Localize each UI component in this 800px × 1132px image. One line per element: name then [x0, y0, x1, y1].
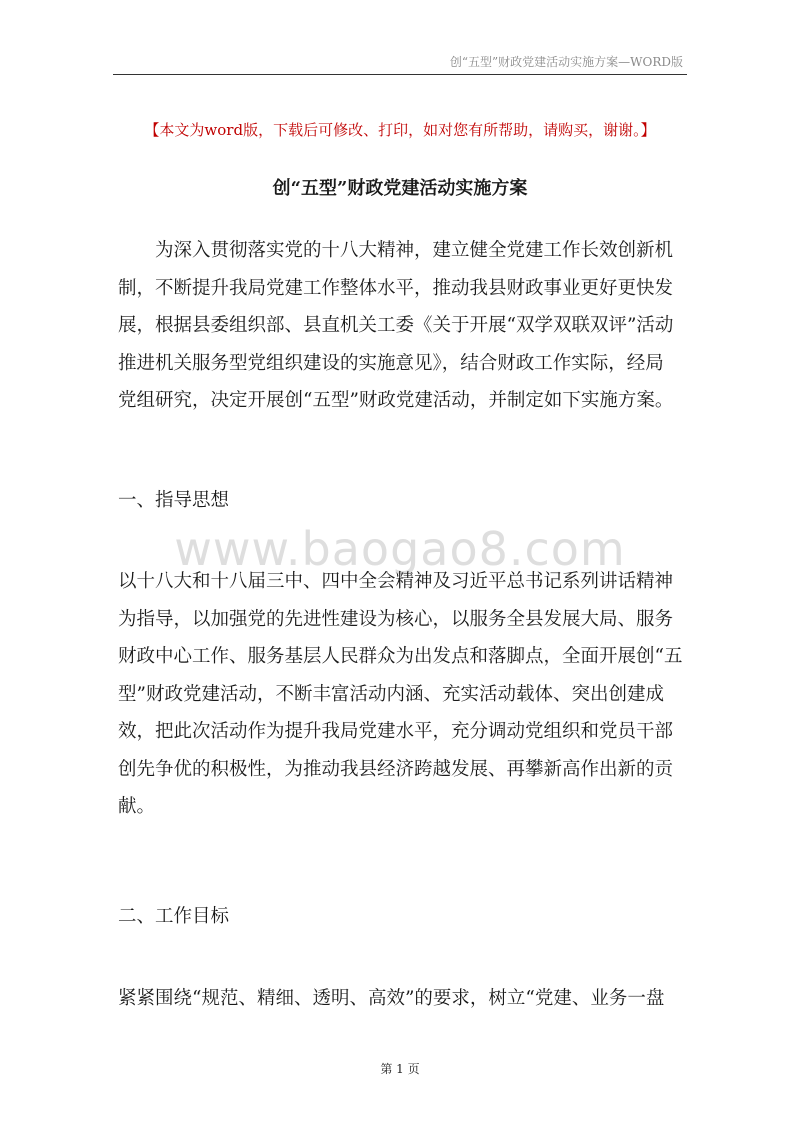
page-number: 第 1 页: [380, 1062, 420, 1076]
paragraph-line: 以十八大和十八届三中、四中全会精神及习近平总书记系列讲话精神: [118, 571, 674, 592]
section-heading: 二、工作目标: [118, 906, 230, 927]
paragraph-line: 财政中心工作、服务基层人民群众为出发点和落脚点，全面开展创“五: [118, 646, 683, 667]
guiding-ideology-paragraph: [118, 563, 684, 826]
paragraph-line: 为深入贯彻落实党的十八大精神，建立健全党建工作长效创新机: [155, 240, 674, 261]
running-header: 创“五型”财政党建活动实施方案—WORD版: [449, 55, 683, 69]
section-heading: 一、指导思想: [118, 490, 230, 511]
paragraph-line: 展，根据县委组织部、县直机关工委《关于开展“双学双联双评”活动: [118, 315, 674, 336]
watermark: www.baogao8.com: [174, 522, 626, 576]
document-title: 创“五型”财政党建活动实施方案: [272, 178, 528, 199]
paragraph-line: 制，不断提升我局党建工作整体水平，推动我县财政事业更好更快发: [118, 277, 674, 299]
paragraph-line: 创先争优的积极性，为推动我县经济跨越发展、再攀新高作出新的贡: [118, 758, 674, 780]
work-goals-paragraph: [118, 980, 684, 1018]
paragraph-line: 为指导，以加强党的先进性建设为核心，以服务全县发展大局、服务: [118, 608, 674, 630]
paragraph-line: 紧紧围绕“规范、精细、透明、高效”的要求，树立“党建、业务一盘: [118, 988, 665, 1009]
paragraph-line: 型”财政党建活动，不断丰富活动内涵、充实活动载体、突出创建成: [118, 683, 664, 705]
paragraph-line: 效，把此次活动作为提升我局党建水平，充分调动党组织和党员干部: [118, 721, 674, 742]
header-divider: [113, 74, 687, 75]
purchase-notice: 【本文为word版，下载后可修改、打印，如对您有所帮助，请购买，谢谢。】: [144, 121, 656, 139]
paragraph-line: 党组研究，决定开展创“五型”财政党建活动，并制定如下实施方案。: [118, 390, 674, 411]
section-heading-work-goals: [118, 898, 684, 936]
paragraph-line: 献。: [118, 796, 156, 817]
paragraph-line: 推进机关服务型党组织建设的实施意见》，结合财政工作实际，经局: [118, 352, 664, 374]
intro-paragraph: [118, 232, 684, 420]
section-heading-guiding-ideology: [118, 482, 684, 520]
